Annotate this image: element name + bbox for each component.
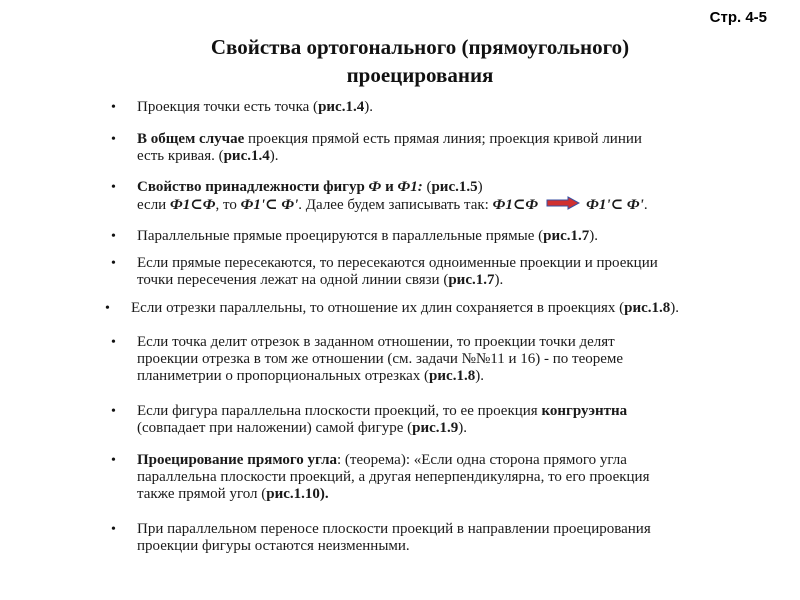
bullet-text-segment: проекции фигуры остаются неизменными. — [137, 538, 410, 554]
bullet-text-segment: если — [137, 196, 170, 213]
bullet-text-segment: рис.1.7 — [543, 228, 590, 244]
implies-arrow-icon — [546, 196, 580, 215]
bullet-text-segment: Свойство принадлежности фигур — [137, 179, 369, 195]
bullet-text-segment: При параллельном переносе плоскости проекций в направлении проецирования — [137, 521, 651, 537]
bullet-marker: • — [111, 229, 116, 244]
bullet-text-segment: Ф1: — [397, 179, 423, 195]
bullet-text-segment: Если точка делит отрезок в заданном отношении, то проекции точки делят — [137, 334, 615, 350]
bullet-text-segment: ). — [475, 368, 484, 384]
title-line-2: проецирования — [346, 63, 494, 87]
bullet-text-line — [137, 521, 737, 538]
bullet-marker: • — [111, 132, 116, 147]
bullet-marker: • — [111, 522, 116, 537]
bullet-text-line — [137, 351, 737, 368]
bullet-item — [111, 452, 737, 503]
bullet-text-segment: Параллельные прямые проецируются в параллельные прямые ( — [137, 228, 544, 244]
bullet-text-segment: Ф1⊂Ф — [169, 196, 216, 213]
bullet-item — [111, 521, 737, 555]
bullet-text-segment: параллельна плоскости проекций, а другая неперпендикулярна, то его проекция — [137, 469, 650, 485]
bullet-text-segment: ). — [589, 228, 599, 244]
bullet-text-segment: проекции отрезка в том же отношении (см. задачи №№11 и 16) - по теореме — [137, 351, 624, 367]
bullet-text-segment: ). — [670, 300, 680, 316]
bullet-item — [105, 300, 731, 317]
bullet-text-segment: точки пересечения лежат на одной линии связи ( — [137, 272, 449, 288]
bullet-text-line — [137, 148, 737, 165]
bullet-text-line — [137, 403, 737, 420]
bullet-text-segment: ). — [269, 148, 279, 164]
bullet-marker: • — [111, 100, 116, 115]
bullet-text-segment: (совпадает при наложении) самой фигуре ( — [137, 420, 413, 436]
bullet-text-segment: Ф1⊂Ф — [492, 196, 539, 213]
bullet-text-line — [137, 255, 737, 272]
bullet-text-segment: рис.1.8 — [429, 368, 476, 384]
bullet-text-segment: ). — [494, 272, 504, 288]
title-line-1: Свойства ортогонального (прямоугольного) — [210, 35, 630, 59]
bullet-text-segment: ). — [364, 99, 373, 115]
bullet-text-segment: . Далее будем записывать так: — [298, 196, 493, 213]
bullet-text-segment: рис.1.7 — [448, 272, 495, 288]
bullet-text-line — [137, 486, 737, 503]
bullet-item — [111, 228, 737, 245]
bullet-text-segment: рис.1.5 — [431, 179, 478, 195]
bullet-text-segment: проекция прямой есть прямая линия; проекция кривой линии — [244, 131, 642, 147]
bullet-text-segment: ( — [422, 179, 432, 195]
bullet-text-segment: рис.1.4 — [223, 148, 270, 164]
bullet-text-line — [137, 538, 737, 555]
bullet-marker: • — [111, 180, 116, 195]
bullet-text-line — [137, 99, 737, 116]
bullet-text-segment: Если фигура параллельна плоскости проекций, то ее проекция — [137, 403, 542, 419]
bullet-text-segment: также прямой угол ( — [137, 486, 267, 502]
bullet-text-line — [137, 368, 737, 385]
bullet-text-line — [137, 228, 737, 245]
bullet-text-segment: планиметрии о пропорциональных отрезках ( — [137, 368, 430, 384]
bullet-text-segment: рис.1.9 — [412, 420, 459, 436]
bullet-item — [111, 255, 737, 289]
bullet-text-segment: Если прямые пересекаются, то пересекаются одноименные проекции и проекции — [137, 255, 658, 271]
bullet-text-line — [137, 334, 737, 351]
bullet-text-line — [137, 131, 737, 148]
bullet-marker: • — [105, 301, 110, 316]
bullet-marker: • — [111, 404, 116, 419]
bullet-text-line — [137, 272, 737, 289]
bullet-text-segment: рис.1.10). — [266, 486, 329, 502]
bullet-marker: • — [111, 335, 116, 350]
page-number-label: Стр. 4-5 — [709, 9, 767, 26]
bullet-item — [111, 179, 737, 215]
bullet-text-segment: рис.1.8 — [624, 300, 671, 316]
bullet-item — [111, 334, 737, 385]
bullet-text-segment: ) — [477, 179, 483, 195]
bullet-text-line — [131, 300, 731, 317]
bullet-marker: • — [111, 453, 116, 468]
bullet-text-segment: Ф — [368, 179, 382, 195]
bullet-item — [111, 131, 737, 165]
bullet-text-line — [137, 179, 737, 196]
bullet-text-segment: и — [381, 179, 398, 195]
bullet-text-segment: Проецирование прямого угла — [137, 452, 337, 468]
bullet-text-segment: , то — [215, 196, 241, 213]
bullet-text-segment: ). — [458, 420, 468, 436]
bullet-text-line — [137, 196, 737, 215]
bullet-text-segment: Ф1'⊂ Ф' — [240, 196, 299, 213]
bullet-item — [111, 403, 737, 437]
bullet-text-line — [137, 452, 737, 469]
bullet-text-segment: В общем случае — [137, 131, 245, 147]
bullet-text-segment: : (теорема): «Если одна сторона прямого угла — [337, 452, 627, 468]
bullet-text-segment: Если отрезки параллельны, то отношение их длин сохраняется в проекциях ( — [131, 300, 625, 316]
bullet-text-line — [137, 420, 737, 437]
bullet-text-segment: есть кривая. ( — [137, 148, 224, 164]
bullet-text-segment: Ф1'⊂ Ф' — [586, 196, 644, 213]
bullet-text-segment: конгруэнтна — [541, 403, 628, 419]
bullet-item — [111, 99, 737, 116]
bullet-text-segment: Проекция точки есть точка ( — [137, 99, 319, 115]
bullet-text-segment: . — [643, 196, 648, 213]
bullet-text-segment: рис.1.4 — [318, 99, 365, 115]
bullet-text-line — [137, 469, 737, 486]
bullet-marker: • — [111, 256, 116, 271]
